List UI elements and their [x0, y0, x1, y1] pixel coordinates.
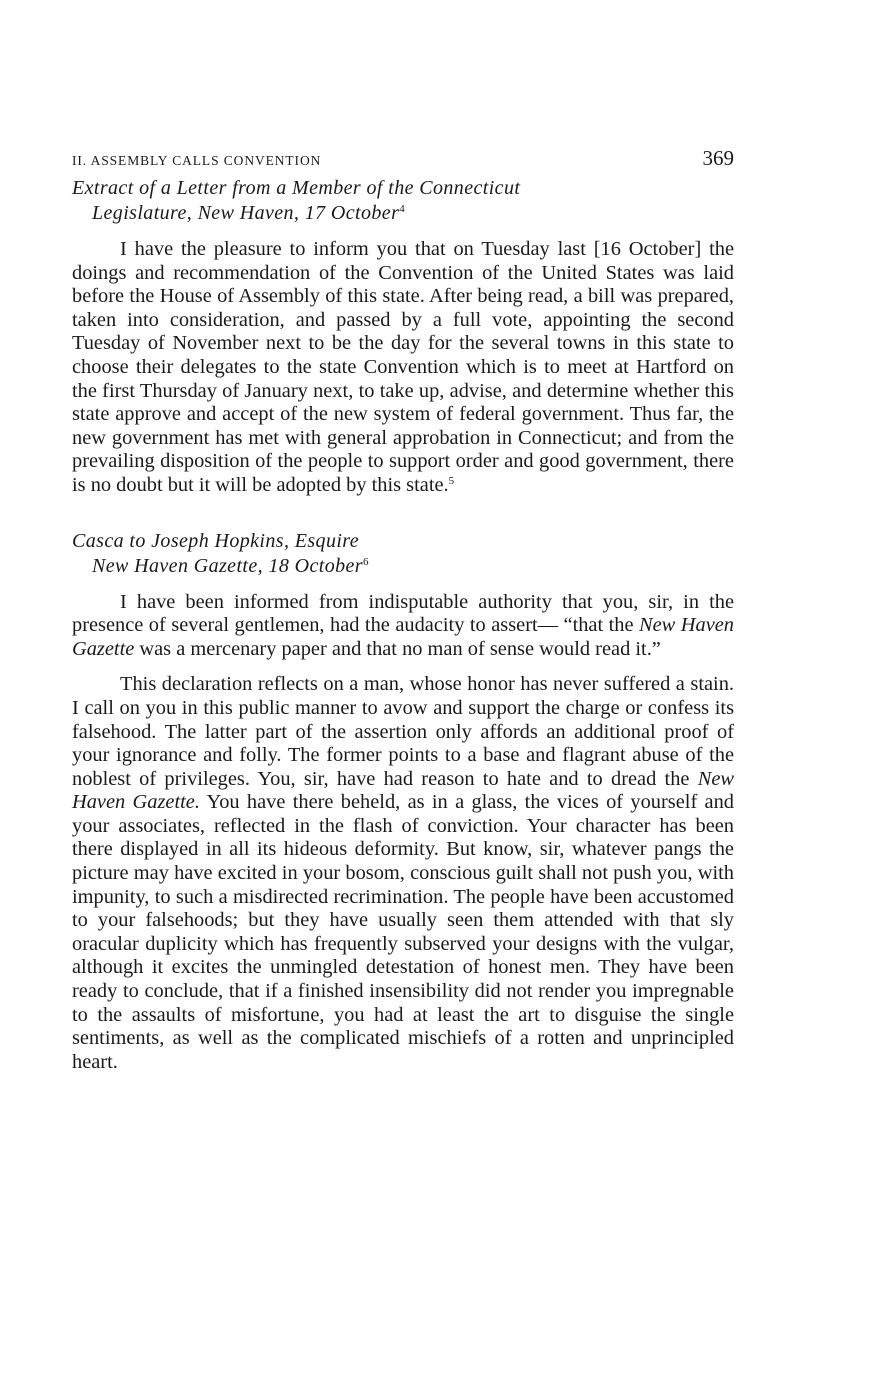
- section2-para2-text-a: This declaration reflects on a man, whose honor has never suffered a stain. I call on you in this public manner to avow and support the charge or confess its falsehood. The latter part of the assertion only affords an additional proof of your ignorance and folly. The former points to a base and flagrant abuse of the noblest of privileges. You, sir, have had reason to hate and to dread the: [72, 673, 734, 790]
- section1-heading-line2: Legislature, New Haven, 17 October: [92, 202, 400, 224]
- section2-para1-text-b: was a mercenary paper and that no man of sense would read it.”: [134, 637, 661, 660]
- section1-heading-line2-wrap: [72, 201, 734, 226]
- section2-para1-text-a: I have been informed from indisputable authority that you, sir, in the presence of several gentlemen, had the audacity to assert— “that the: [72, 590, 734, 637]
- section2-paragraph-2: [72, 673, 734, 1074]
- section2-paragraph-1: [72, 591, 734, 662]
- section2-heading-line1: Casca to Joseph Hopkins, Esquire: [72, 529, 360, 552]
- section2-heading-line2: New Haven Gazette, 18 October: [92, 554, 363, 577]
- document-page: [72, 146, 734, 1074]
- footnote-ref-6: 6: [363, 555, 369, 568]
- footnote-ref-4: 4: [399, 203, 406, 215]
- section1-heading-line1: Extract of a Letter from a Member of the Connecticut: [72, 177, 521, 199]
- section1-paragraph: [72, 238, 734, 498]
- footnote-ref-5: 5: [448, 474, 455, 487]
- section1-paragraph-text: I have the pleasure to inform you that on Tuesday last [16 October] the doings and recommendation of the Convention of the United States was laid before the House of Assembly of this state. After being read, a bill was prepared, taken into consideration, and passed by a full vote, appointing the second Tuesday of November next to be the day for the several towns in this state to choose their delegates to the state Convention which is to meet at Hartford on the first Thursday of January next, to take up, advise, and determine whether this state approve and accept of the new system of federal government. Thus far, the new government has met with general approbation in Connecticut; and from the prevailing disposition of the people to support order and good government, there is no doubt but it will be adopted by this state.: [72, 238, 734, 496]
- newspaper-title-italic-2: New Haven Gazette.: [72, 767, 734, 814]
- running-title: II. ASSEMBLY CALLS CONVENTION: [72, 153, 322, 168]
- page-number: 369: [702, 146, 734, 170]
- section2-heading: [72, 529, 734, 579]
- section2-para2-text-b: You have there beheld, as in a glass, the vices of yourself and your associates, reflected in the flash of conviction. Your character has been there displayed in all its hideous deformity. But know, sir, whatever pangs the picture may have excited in your bosom, conscious guilt shall not push you, with impunity, to such a misdirected recrimination. The people have been accustomed to your falsehoods; but they have usually seen them attended with that sly oracular duplicity which has frequently subserved your designs with the vulgar, although it excites the unmingled detestation of honest men. They have been ready to conclude, that if a finished insensibility did not render you impregnable to the assaults of misfortune, you had at least the art to disguise the single sentiments, as well as the complicated mischiefs of a rotten and unprincipled heart.: [72, 791, 735, 1073]
- section2-heading-line2-wrap: [72, 554, 734, 579]
- newspaper-title-italic: New Haven Gazette: [72, 614, 734, 660]
- running-head: [72, 146, 734, 176]
- section1-heading: [72, 176, 734, 226]
